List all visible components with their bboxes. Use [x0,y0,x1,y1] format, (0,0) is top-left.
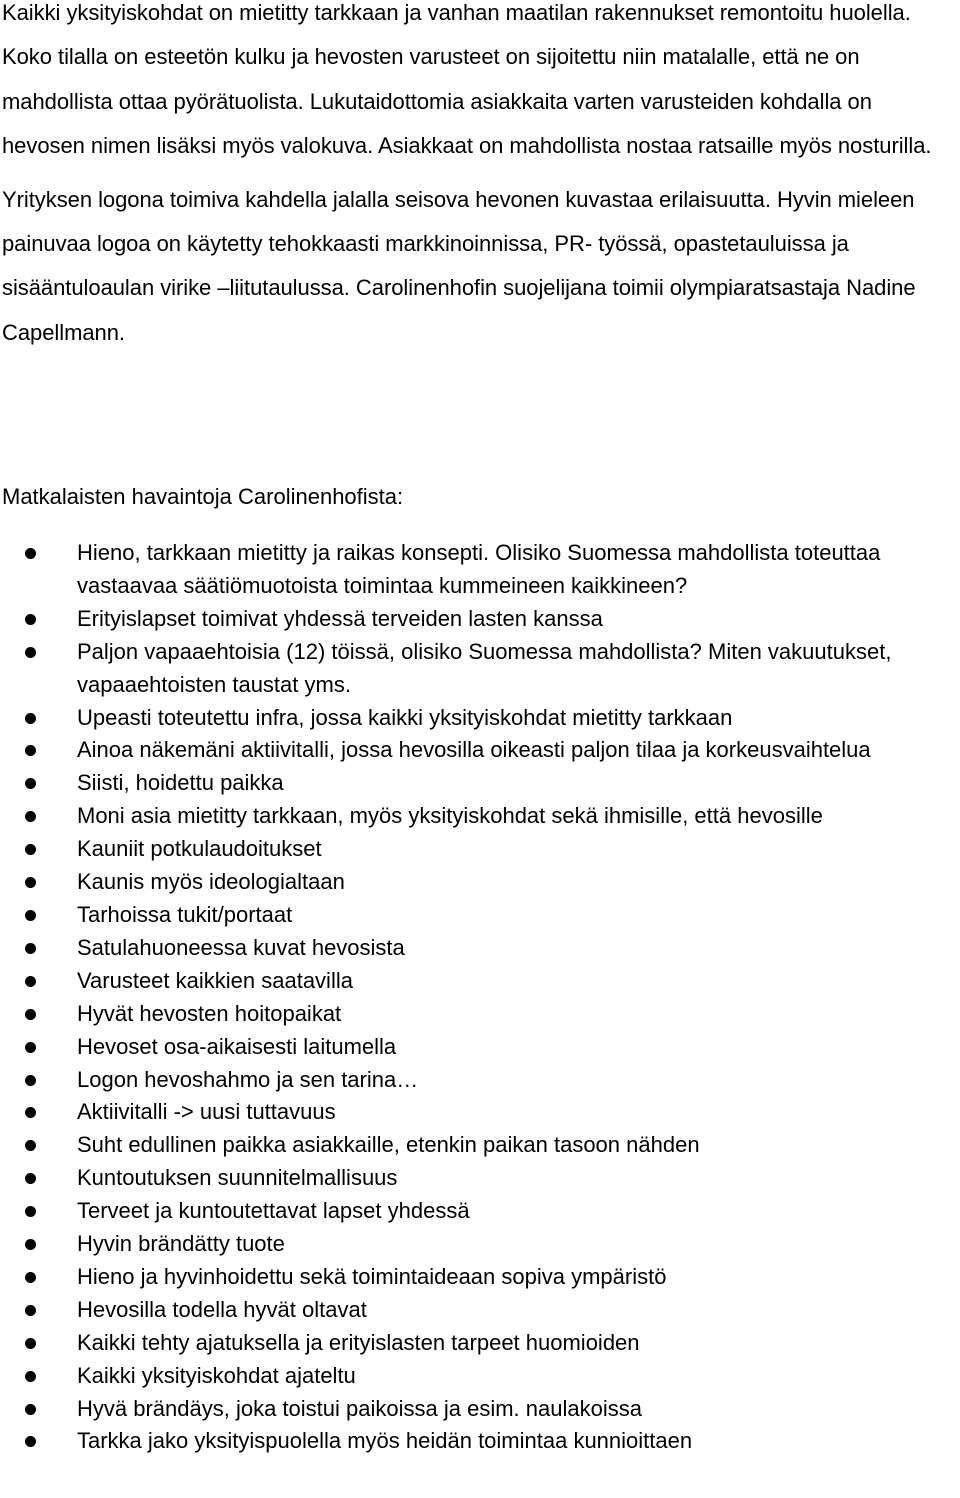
bullet-icon [25,1272,36,1283]
bullet-icon [25,1404,36,1415]
list-item [2,1261,958,1294]
list-item [2,1064,958,1097]
list-item-text: Aktiivitalli -> uusi tuttavuus [77,1099,336,1125]
list-item [2,636,958,702]
bullet-icon [25,1436,36,1447]
list-item [2,537,958,603]
list-item [2,800,958,833]
bullet-icon [25,877,36,888]
list-item [2,1393,958,1426]
list-item [2,1096,958,1129]
bullet-icon [25,548,36,559]
list-item-text: Hyvä brändäys, joka toistui paikoissa ja esim. naulakoissa [77,1395,642,1421]
list-item-text: Kaikki tehty ajatuksella ja erityislasten tarpeet huomioiden [77,1329,640,1355]
bullet-icon [25,1371,36,1382]
list-item [2,866,958,899]
bullet-icon [25,1338,36,1349]
list-item-text: Kaikki yksityiskohdat ajateltu [77,1362,356,1388]
bullet-icon [25,1206,36,1217]
bullet-icon [25,1305,36,1316]
list-item [2,965,958,998]
list-item-text: Kauniit potkulaudoitukset [77,836,322,862]
list-item-text: Tarhoissa tukit/portaat [77,901,293,927]
bullet-icon [25,1075,36,1086]
list-item-text: Terveet ja kuntoutettavat lapset yhdessä [77,1198,470,1224]
list-item-text: Kuntoutuksen suunnitelmallisuus [77,1165,398,1191]
list-item-text: Hevoset osa-aikaisesti laitumella [77,1033,397,1059]
bullet-icon [25,745,36,756]
list-item [2,932,958,965]
bullet-icon [25,1173,36,1184]
list-item-text: Suht edullinen paikka asiakkaille, etenkin paikan tasoon nähden [77,1132,700,1158]
list-item [2,1360,958,1393]
list-item [2,767,958,800]
list-item-text: Varusteet kaikkien saatavilla [77,967,353,993]
list-item-text: Hyvin brändätty tuote [77,1231,285,1257]
bullet-icon [25,811,36,822]
list-item [2,1327,958,1360]
bullet-icon [25,1239,36,1250]
list-item-text: Upeasti toteutettu infra, jossa kaikki yksityiskohdat mietitty tarkkaan [77,704,733,730]
list-item [2,1031,958,1064]
bullet-icon [25,1107,36,1118]
list-item-text: Kaunis myös ideologialtaan [77,869,345,895]
bullet-icon [25,943,36,954]
bullet-icon [25,1009,36,1020]
list-item [2,1195,958,1228]
document-page [2,0,958,1454]
observations-list [2,537,958,1458]
list-item-text: Tarkka jako yksityispuolella myös heidän toimintaa kunnioittaen [77,1428,693,1454]
bullet-icon [25,1042,36,1053]
list-item [2,1162,958,1195]
list-item-text: Hyvät hevosten hoitopaikat [77,1000,342,1026]
list-item [2,702,958,735]
list-item [2,833,958,866]
list-item [2,1294,958,1327]
intro-paragraph-1: Kaikki yksityiskohdat on mietitty tarkkaan ja vanhan maatilan rakennukset remontoitu huolella. Koko tilalla on esteetön kulku ja hevosten varusteet on sijoitettu niin matalalle, että ne on mahdollista ottaa pyörätuolista. Lukutaidottomia asiakkaita varten varusteiden kohdalla on hevosen nimen lisäksi myös valokuva. Asiakkaat on mahdollista nostaa ratsaille myös nosturilla. [2,0,932,159]
list-item [2,1129,958,1162]
list-item-text: Moni asia mietitty tarkkaan, myös yksityiskohdat sekä ihmisille, että hevosille [77,803,823,829]
intro-paragraph-2: Yrityksen logona toimiva kahdella jalalla seisova hevonen kuvastaa erilaisuutta. Hyvin mieleen painuvaa logoa on käytetty tehokkaasti markkinoinnissa, PR- työssä, opastetauluissa ja sisääntuloaulan virike –liitutaulussa. Carolinenhofin suojelijana toimii olympiaratsastaja Nadine Capellmann. [2,186,916,345]
list-item-text: Ainoa näkemäni aktiivitalli, jossa hevosilla oikeasti paljon tilaa ja korkeusvaihtelua [77,737,871,763]
list-item [2,734,958,767]
list-item-text: Hieno, tarkkaan mietitty ja raikas konsepti. Olisiko Suomessa mahdollista toteuttaa vastaavaa säätiömuotoista toimintaa kummeineen kaikkineen? [77,540,881,598]
observations-heading: Matkalaisten havaintoja Carolinenhofista: [2,484,404,509]
bullet-icon [25,713,36,724]
bullet-icon [25,647,36,658]
list-item [2,1228,958,1261]
bullet-icon [25,910,36,921]
list-item-text: Logon hevoshahmo ja sen tarina… [77,1066,419,1092]
list-item [2,998,958,1031]
bullet-icon [25,1140,36,1151]
list-item-text: Satulahuoneessa kuvat hevosista [77,934,405,960]
list-item-text: Siisti, hoidettu paikka [77,770,284,796]
list-item [2,899,958,932]
list-item-text: Paljon vapaaehtoisia (12) töissä, olisiko Suomessa mahdollista? Miten vakuutukset, vapaaehtoisten taustat yms. [77,638,892,697]
bullet-icon [25,976,36,987]
bullet-icon [25,778,36,789]
list-item [2,1425,958,1458]
list-item-text: Hieno ja hyvinhoidettu sekä toimintaideaan sopiva ympäristö [77,1263,667,1289]
list-item [2,603,958,636]
bullet-icon [25,614,36,625]
bullet-icon [25,844,36,855]
list-item-text: Erityislapset toimivat yhdessä terveiden lasten kanssa [77,605,603,631]
list-item-text: Hevosilla todella hyvät oltavat [77,1296,367,1322]
